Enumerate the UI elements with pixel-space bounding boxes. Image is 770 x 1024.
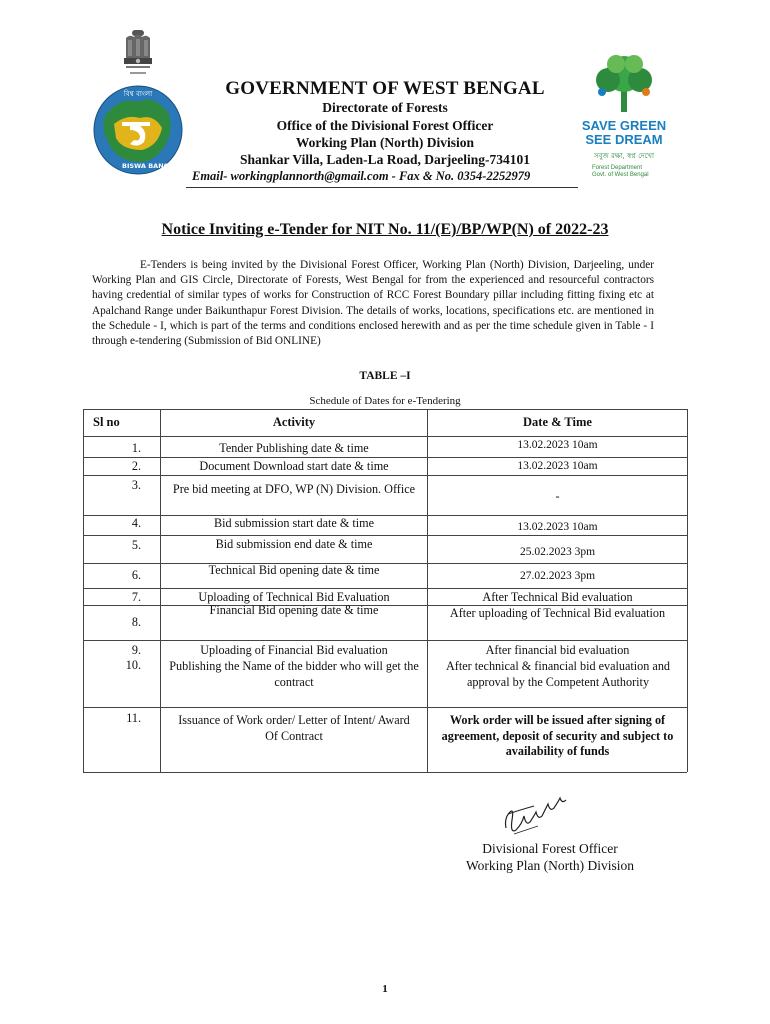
row-4-sl: 4. <box>131 516 141 530</box>
table-heading: TABLE –I <box>359 370 411 382</box>
row-divider <box>83 588 687 589</box>
row-9-sl: 9. <box>131 643 141 657</box>
header-date-time: Date & Time <box>523 415 592 429</box>
row-7-date: After Technical Bid evaluation <box>482 590 633 604</box>
row-11-activity: Issuance of Work order/ Letter of Intent/ Award Of Contract <box>178 713 410 743</box>
table-caption: Schedule of Dates for e-Tendering <box>309 395 461 407</box>
row-9-activity: Uploading of Financial Bid evaluation <box>200 643 388 657</box>
row-divider <box>83 457 687 458</box>
row-2-date: 13.02.2023 10am <box>517 460 598 472</box>
address-line: Shankar Villa, Laden-La Road, Darjeeling-734101 <box>239 152 531 167</box>
row-6-sl: 6. <box>131 568 141 582</box>
page-number: 1 <box>382 983 388 995</box>
row-8-sl: 8. <box>131 615 141 629</box>
signatory-block <box>420 840 680 874</box>
row-2-activity: Document Download start date & time <box>199 459 389 473</box>
row-divider <box>83 475 687 476</box>
row-2-sl: 2. <box>131 459 141 473</box>
row-10-activity: Publishing the Name of the bidder who will get the contract <box>169 659 419 689</box>
govt-wb-text: Govt. of West Bengal <box>592 172 649 178</box>
row-5-activity: Bid submission end date & time <box>215 537 373 551</box>
contact-line: Email- workingplannorth@gmail.com - Fax & No. 0354-2252979 <box>192 169 531 183</box>
division-line: Working Plan (North) Division <box>295 135 475 150</box>
row-8-activity: Financial Bid opening date & time <box>209 603 379 617</box>
see-dream-text: SEE DREAM <box>585 132 663 147</box>
ashoka-emblem-icon <box>118 28 158 80</box>
row-4-activity: Bid submission start date & time <box>213 516 375 530</box>
government-title: GOVERNMENT OF WEST BENGAL <box>225 78 545 99</box>
header-sl-no: Sl no <box>93 415 120 429</box>
row-5-sl: 5. <box>131 538 141 552</box>
row-divider <box>83 436 687 437</box>
row-6-date: 27.02.2023 3pm <box>519 570 596 582</box>
row-7-sl: 7. <box>131 590 141 604</box>
row-3-date: - <box>555 489 560 503</box>
table-border-top <box>83 409 687 410</box>
row-3-activity: Pre bid meeting at DFO, WP (N) Division. Office <box>172 482 416 496</box>
row-7-activity: Uploading of Technical Bid Evaluation <box>198 590 390 604</box>
forest-dept-text: Forest Department <box>592 165 643 171</box>
svg-text:বিশ্ব বাংলা: বিশ্ব বাংলা <box>123 90 153 98</box>
row-6-activity: Technical Bid opening date & time <box>208 563 380 577</box>
signatory-designation: Divisional Forest Officer <box>482 841 618 856</box>
notice-body: E-Tenders is being invited by the Divisional Forest Officer, Working Plan (North) Division, Darjeeling, under Working Plan and GIS Circle, Directorate of Forests, West Bengal for from the experienced and resourceful contractors having credential of similar types of works for Construction of RCC Forest Boundary pillar including fitting fixing etc at Apalchand Range under Baikunthapur Forest Division. The details of works, locations, specifications etc. are mentioned in the Schedule - I, which is part of the terms and conditions enclosed herewith and as per the time schedule given in Table - I through e-tendering (Submission of Bid ONLINE) <box>92 259 654 348</box>
header-activity: Activity <box>272 415 316 429</box>
row-5-date: 25.02.2023 3pm <box>519 546 596 558</box>
row-9-date: After financial bid evaluation <box>485 643 630 657</box>
row-10-sl: 10. <box>125 658 141 672</box>
save-green-text: SAVE GREEN <box>581 118 667 133</box>
row-10-date: After technical & financial bid evaluation and approval by the Competent Authority <box>445 659 671 689</box>
save-green-see-dream-logo: SAVE GREEN SEE DREAM সবুজ রক্ষা, স্বপ্ন দেখো Forest Department Govt. of West Bengal <box>578 52 670 178</box>
row-divider <box>83 640 687 641</box>
office-line: Office of the Divisional Forest Officer <box>276 118 494 133</box>
row-11-sl: 11. <box>126 711 141 725</box>
header-divider <box>186 187 578 188</box>
table-border-bottom <box>83 772 687 773</box>
row-divider <box>83 707 687 708</box>
schedule-table <box>83 409 687 772</box>
signature-icon <box>500 790 580 840</box>
row-11-date: Work order will be issued after signing of agreement, deposit of security and subject to availability of funds <box>441 713 674 758</box>
biswa-bangla-text: BISWA BANGLA <box>122 162 179 170</box>
signatory-division: Working Plan (North) Division <box>465 858 635 873</box>
row-1-date: 13.02.2023 10am <box>517 439 598 451</box>
directorate-line: Directorate of Forests <box>322 100 448 115</box>
row-1-sl: 1. <box>131 441 141 455</box>
row-3-sl: 3. <box>131 478 141 492</box>
row-4-date: 13.02.2023 10am <box>517 521 598 533</box>
notice-title: Notice Inviting e-Tender for NIT No. 11/(E)/BP/WP(N) of 2022-23 <box>161 221 609 238</box>
row-1-activity: Tender Publishing date & time <box>219 441 369 455</box>
row-8-date: After uploading of Technical Bid evaluation <box>449 606 666 620</box>
table-border-right <box>687 409 688 772</box>
